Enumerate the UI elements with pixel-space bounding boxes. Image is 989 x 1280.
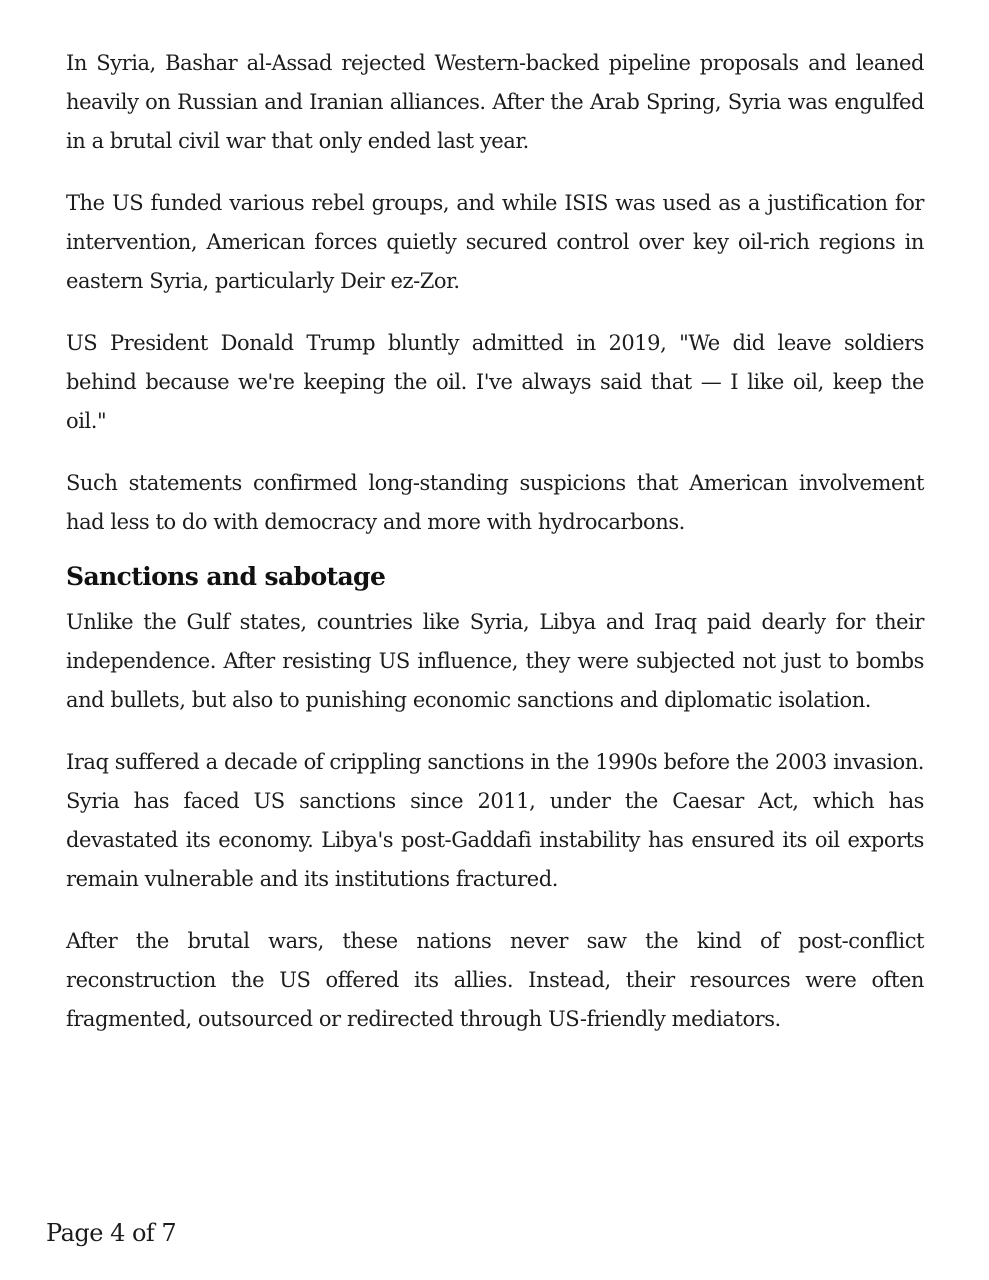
document-page [66,44,924,1062]
paragraph-gulf-states: Unlike the Gulf states, countries like Syria, Libya and Iraq paid dearly for their independence. After resisting US influence, they were subjected not just to bombs and bullets, but also to punishing economic sanctions and diplomatic isolation. [66,610,924,712]
page-number: Page 4 of 7 [46,1219,177,1247]
paragraph-reconstruction: After the brutal wars, these nations never saw the kind of post-conflict reconstruction the US offered its allies. Instead, their resources were often fragmented, outsourced or redirected through US-friendly mediators. [66,929,924,1031]
paragraph-suspicions: Such statements confirmed long-standing suspicions that American involvement had less to do with democracy and more with hydrocarbons. [66,471,924,534]
paragraph-iraq-sanctions: Iraq suffered a decade of crippling sanctions in the 1990s before the 2003 invasion. Syria has faced US sanctions since 2011, under the Caesar Act, which has devastated its economy. Libya's post-Gaddafi instability has ensured its oil exports remain vulnerable and its institutions fractured. [66,750,924,891]
section-heading-sanctions: Sanctions and sabotage [66,562,386,591]
paragraph-syria-assad: In Syria, Bashar al-Assad rejected Western-backed pipeline proposals and leaned heavily on Russian and Iranian alliances. After the Arab Spring, Syria was engulfed in a brutal civil war that only ended last year. [66,51,924,153]
paragraph-us-rebel-groups: The US funded various rebel groups, and while ISIS was used as a justification for intervention, American forces quietly secured control over key oil-rich regions in eastern Syria, particularly Deir ez-Zor. [66,191,924,293]
paragraph-trump-quote: US President Donald Trump bluntly admitted in 2019, "We did leave soldiers behind because we're keeping the oil. I've always said that — I like oil, keep the oil." [66,331,924,433]
